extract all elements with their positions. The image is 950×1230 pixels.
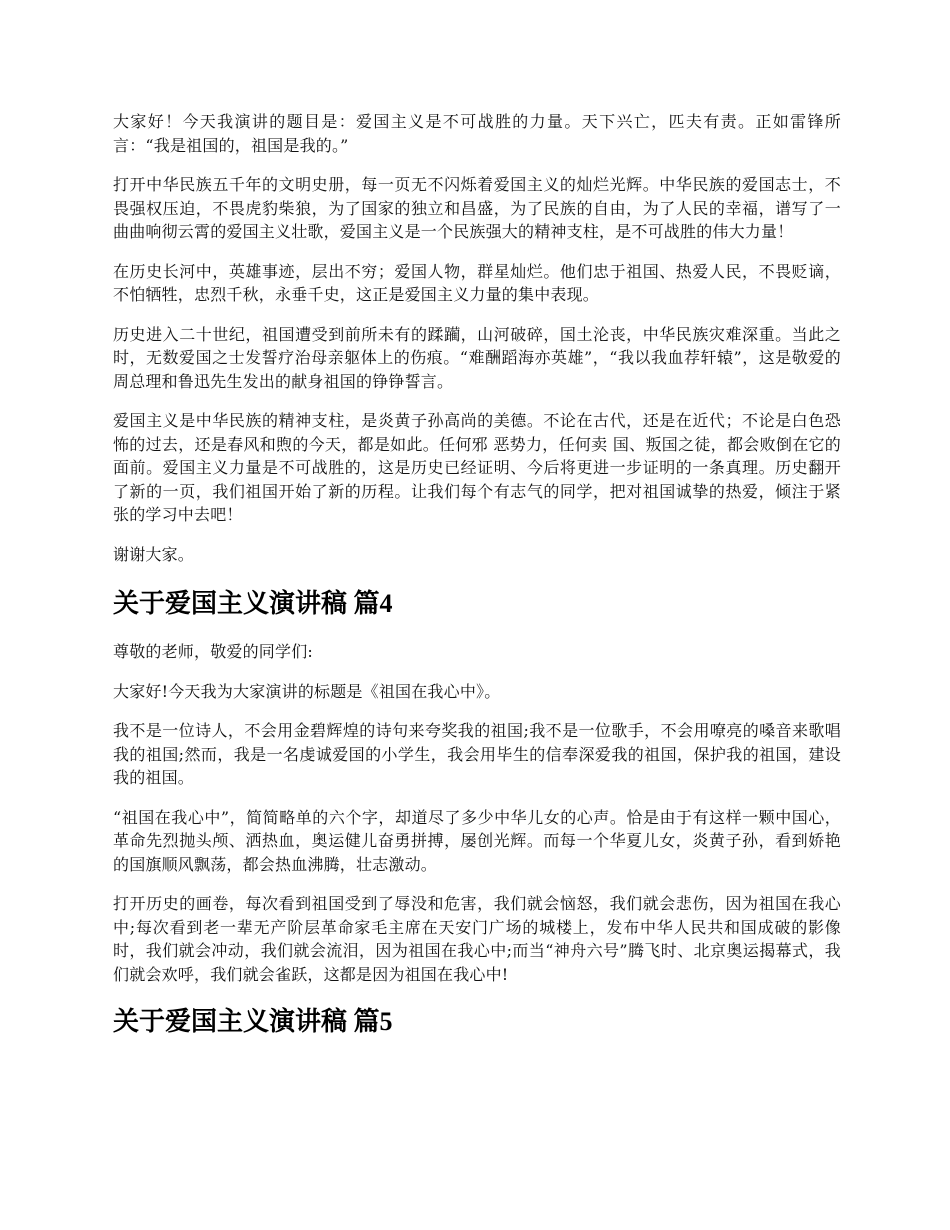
paragraph: “祖国在我心中”，简简略单的六个字，却道尽了多少中华儿女的心声。恰是由于有这样一颗中国心，革命先烈抛头颅、洒热血，奥运健儿奋勇拼搏，屡创光辉。而每一个华夏儿女，炎黄子孙，看到娇艳的国旗顺风飘荡，都会热血沸腾，壮志激动。 [113,807,841,874]
document-page [113,110,841,1058]
section-heading-4: 关于爱国主义演讲稿 篇4 [113,589,393,618]
paragraph: 在历史长河中，英雄事迹，层出不穷；爱国人物，群星灿烂。他们忠于祖国、热爱人民，不畏贬谪，不怕牺牲，忠烈千秋，永垂千史，这正是爱国主义力量的集中表现。 [113,261,841,304]
paragraph-salutation: 尊敬的老师，敬爱的同学们: [113,642,313,661]
paragraph: 大家好！今天我演讲的题目是：爱国主义是不可战胜的力量。天下兴亡，匹夫有责。正如雷锋所言：“我是祖国的，祖国是我的。” [113,112,841,155]
paragraph-closing: 谢谢大家。 [113,544,195,564]
paragraph: 历史进入二十世纪，祖国遭受到前所未有的蹂躏，山河破碎，国土沦丧，中华民族灾难深重。当此之时，无数爱国之士发誓疗治母亲躯体上的伤痕。“难酬蹈海亦英雄”，“我以我血荐轩辕”，这是敬爱的周总理和鲁迅先生发出的献身祖国的铮铮誓言。 [113,324,841,391]
paragraph: 打开历史的画卷，每次看到祖国受到了辱没和危害，我们就会恼怒，我们就会悲伤，因为祖国在我心中;每次看到老一辈无产阶层革命家毛主席在天安门广场的城楼上，发布中华人民共和国成破的影像时，我们就会冲动，我们就会流泪，因为祖国在我心中;而当“神舟六号”腾飞时、北京奥运揭幕式，我们就会欢呼，我们就会雀跃，这都是因为祖国在我心中! [113,894,841,984]
paragraph: 大家好!今天我为大家演讲的标题是《祖国在我心中》。 [113,681,501,701]
paragraph: 爱国主义是中华民族的精神支柱，是炎黄子孙高尚的美德。不论在古代，还是在近代；不论是白色恐怖的过去，还是春风和煦的今天，都是如此。任何邪 恶势力，任何卖 国、叛国之徒，都会败倒在它的面前。爱国主义力量是不可战胜的，这是历史已经证明、今后将更进一步证明的一条真理。历史翻开了新的一页，我们祖国开始了新的历程。让我们每个有志气的同学，把对祖国诚挚的热爱，倾注于紧张的学习中去吧！ [113,411,841,524]
paragraph: 我不是一位诗人，不会用金碧辉煌的诗句来夸奖我的祖国;我不是一位歌手，不会用嘹亮的嗓音来歌唱我的祖国;然而，我是一名虔诚爱国的小学生，我会用毕生的信奉深爱我的祖国，保护我的祖国，建设我的祖国。 [113,721,841,787]
paragraph: 打开中华民族五千年的文明史册，每一页无不闪烁着爱国主义的灿烂光辉。中华民族的爱国志士，不畏强权压迫，不畏虎豹柴狼，为了国家的独立和昌盛，为了民族的自由，为了人民的幸福，谱写了一曲曲响彻云霄的爱国主义壮歌，爱国主义是一个民族强大的精神支柱，是不可战胜的伟大力量！ [113,175,841,241]
section-heading-5: 关于爱国主义演讲稿 篇5 [113,1007,393,1036]
